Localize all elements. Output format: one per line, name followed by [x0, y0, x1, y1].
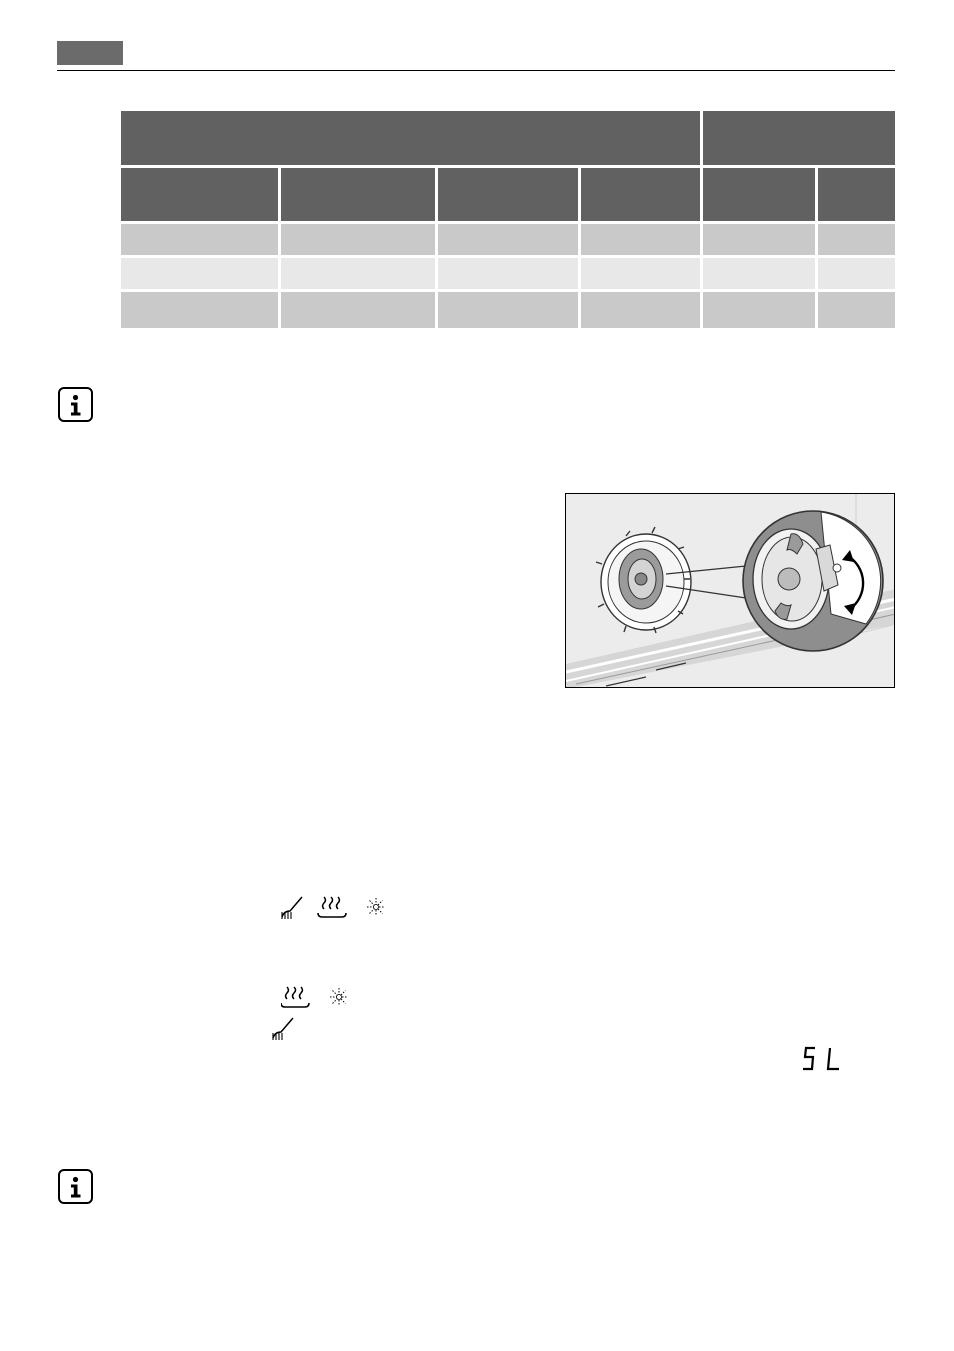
brush-icon [273, 1018, 293, 1040]
table-column-header [703, 168, 815, 221]
table-cell [281, 292, 435, 328]
settings-table [121, 111, 895, 328]
table-cell [818, 258, 895, 289]
table-cell [581, 224, 700, 255]
table-cell [818, 292, 895, 328]
header-rule [57, 70, 895, 71]
table-cell [438, 258, 578, 289]
table-cell [438, 292, 578, 328]
table-column-header [438, 168, 578, 221]
water-hardness-dial-illustration [565, 493, 895, 688]
table-cell [121, 224, 278, 255]
table-cell [818, 224, 895, 255]
table-column-header [121, 168, 278, 221]
table-cell [281, 258, 435, 289]
sparkle-icon [367, 898, 385, 916]
table-group-header [121, 111, 700, 165]
table-cell [438, 224, 578, 255]
heat-tray-icon [318, 897, 346, 917]
heat-tray-icon [281, 987, 309, 1007]
table-cell [121, 292, 278, 328]
info-icon [58, 1169, 93, 1204]
table-cell [581, 292, 700, 328]
section-tab-marker [57, 41, 123, 65]
segment-display-readout [801, 1045, 843, 1073]
brush-icon [282, 897, 302, 919]
table-cell [281, 224, 435, 255]
table-column-header [581, 168, 700, 221]
table-group-header [703, 111, 895, 165]
info-icon [58, 387, 93, 422]
table-cell [581, 258, 700, 289]
table-cell [703, 258, 815, 289]
sparkle-icon [330, 988, 348, 1006]
table-column-header [281, 168, 435, 221]
table-cell [121, 258, 278, 289]
table-column-header [818, 168, 895, 221]
table-cell [703, 224, 815, 255]
table-cell [703, 292, 815, 328]
